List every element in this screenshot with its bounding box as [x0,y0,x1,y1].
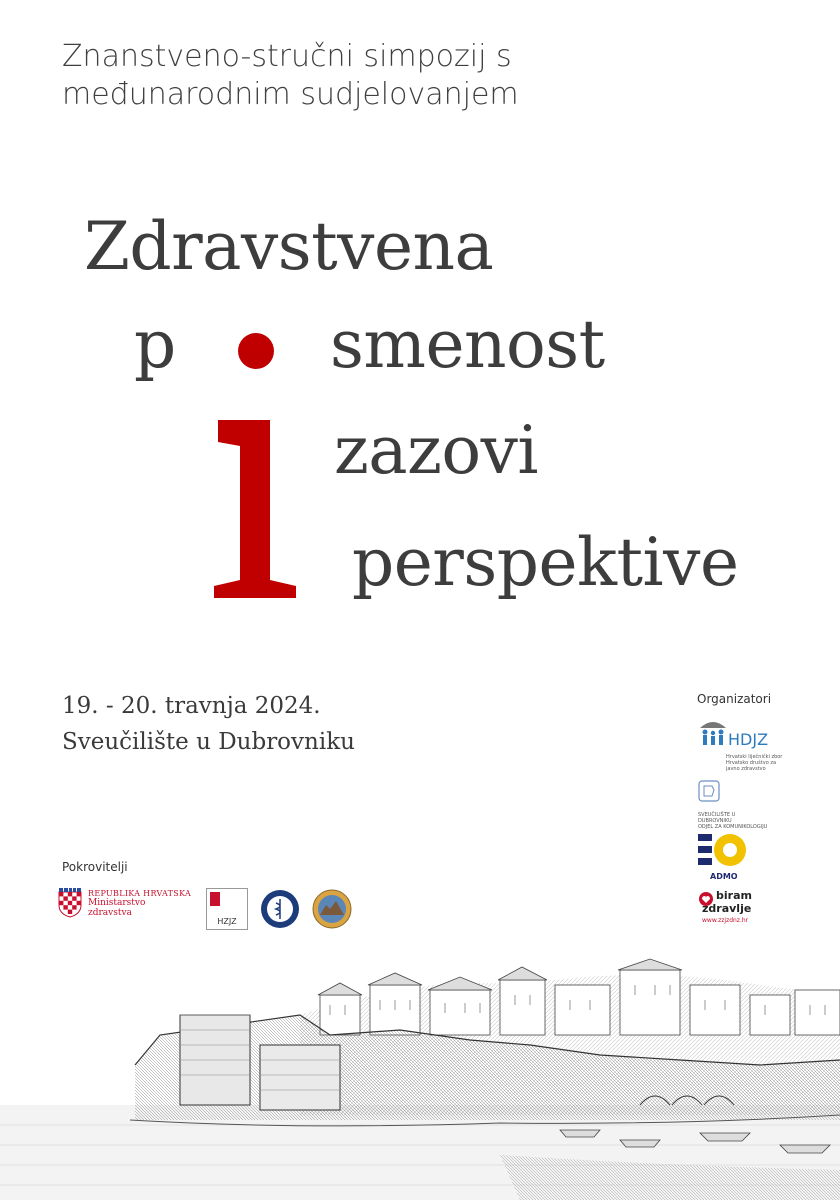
croatian-coat-of-arms-icon [58,888,82,918]
title-line-4: perspektive [352,524,739,601]
hdjz-family-umbrella-icon [698,718,728,750]
event-venue: Sveučilište u Dubrovniku [62,729,355,755]
ministry-name-2: zdravstva [88,907,132,918]
biram-text: biram [716,889,752,902]
symposium-subtitle [62,38,519,114]
ministry-logo [58,888,191,918]
unidu-department: ODJEL ZA KOMUNIKOLOGIJU [698,824,768,830]
title-line-2-suffix: smenost [330,306,605,383]
admo-emblem-icon [698,832,748,868]
ministry-name-1: Ministarstvo [88,897,146,908]
biram-url: www.zzjzdnz.hr [702,917,749,924]
unidu-name: SVEUČILIŠTE U DUBROVNIKU [698,812,736,824]
unidu-emblem-icon [698,780,720,802]
dubrovnik-sketch-illustration [0,955,840,1200]
admo-text: ADMO [710,872,738,881]
admo-logo [698,832,748,880]
unidu-logo [698,780,768,830]
hzjz-logo [206,888,248,930]
red-i-stem [212,420,296,598]
sponsors-label: Pokrovitelji [62,860,128,874]
hdjz-text: HDJZ [728,730,769,749]
medical-society-seal-icon [260,889,300,929]
title-line-3: zazovi [334,412,539,489]
title-line-1: Zdravstvena [84,208,494,285]
subtitle-line-2: međunarodnim sudjelovanjem [62,77,519,112]
event-date: 19. - 20. travnja 2024. [62,693,321,719]
subtitle-line-1: Znanstveno-stručni simpozij s [62,39,512,74]
hdjz-logo [698,718,783,772]
red-i-dot [238,333,274,369]
hzjz-text: HZJZ [217,917,237,926]
zdravlje-text: zdravlje [702,902,752,915]
hdjz-subtitle-2: Hrvatsko društvo za javno zdravstvo [726,760,777,772]
hdjz-subtitle-1: Hrvatski liječnički zbor [726,754,783,760]
title-line-2-prefix: p [134,306,176,383]
dubrovnik-city-seal-icon [312,889,352,929]
biram-zdravlje-logo [698,890,768,930]
event-info [62,688,355,760]
ministry-country: REPUBLIKA HRVATSKA [88,888,192,898]
organizers-label: Organizatori [697,692,772,706]
hzjz-red-mark-icon [210,892,220,906]
